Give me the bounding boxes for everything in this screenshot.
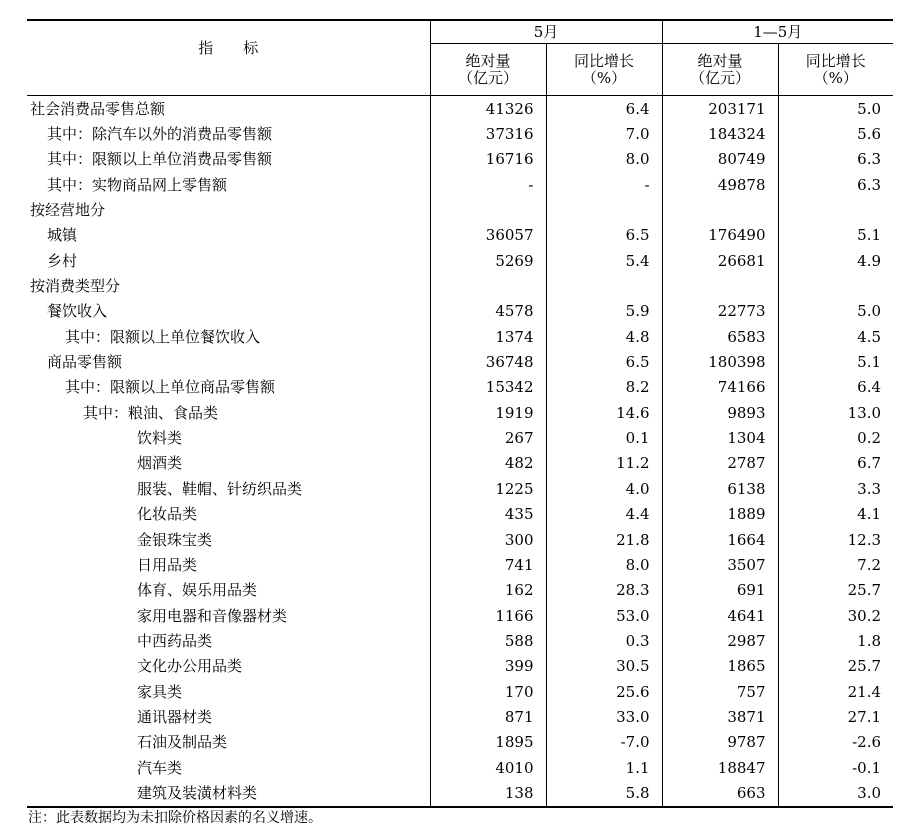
- jan-may-abs-cell: 3507: [662, 552, 778, 577]
- row-label: 中西药品类: [137, 631, 213, 650]
- jan-may-yoy-cell: 12.3: [778, 527, 893, 552]
- jan-may-abs-cell: 2787: [662, 451, 778, 476]
- may-abs-cell: 871: [430, 704, 546, 729]
- jan-may-abs-cell: 9893: [662, 400, 778, 425]
- jan-may-yoy-cell: 5.6: [778, 121, 893, 146]
- may-abs-cell: 741: [430, 552, 546, 577]
- table-row: [27, 654, 893, 679]
- jan-may-abs-cell: 80749: [662, 147, 778, 172]
- table-body: [27, 96, 893, 807]
- table-row: [27, 679, 893, 704]
- may-abs-cell: 37316: [430, 121, 546, 146]
- row-label: 按经营地分: [30, 201, 106, 220]
- jan-may-yoy-cell: 0.2: [778, 425, 893, 450]
- jan-may-yoy-cell: 6.4: [778, 375, 893, 400]
- table-row: [27, 248, 893, 273]
- table-row: [27, 476, 893, 501]
- may-yoy-cell: 14.6: [546, 400, 662, 425]
- may-yoy-cell: -7.0: [546, 730, 662, 755]
- may-yoy-cell: 8.2: [546, 375, 662, 400]
- row-label: 服装、鞋帽、针纺织品类: [137, 479, 303, 498]
- table-row: [27, 730, 893, 755]
- row-label: 按消费类型分: [30, 277, 121, 296]
- row-label: 城镇: [47, 226, 78, 245]
- jan-may-abs-cell: [662, 197, 778, 222]
- jan-may-abs-cell: 1304: [662, 425, 778, 450]
- row-label: 饮料类: [137, 429, 183, 448]
- may-abs-cell: [430, 273, 546, 298]
- may-abs-cell: 399: [430, 654, 546, 679]
- may-yoy-cell: 8.0: [546, 147, 662, 172]
- jan-may-abs-cell: 1664: [662, 527, 778, 552]
- table-row: [27, 755, 893, 780]
- row-label: 其中：限额以上单位消费品零售额: [47, 150, 273, 169]
- jan-may-abs-header: 绝对量 （亿元）: [662, 44, 778, 96]
- jan-may-yoy-cell: 5.1: [778, 349, 893, 374]
- row-label: 其中：限额以上单位商品零售额: [65, 378, 276, 397]
- may-yoy-cell: 0.3: [546, 628, 662, 653]
- may-yoy-cell: -: [546, 172, 662, 197]
- row-label: 化妆品类: [137, 505, 198, 524]
- may-yoy-cell: 4.8: [546, 324, 662, 349]
- may-abs-cell: 162: [430, 578, 546, 603]
- may-abs-cell: 1374: [430, 324, 546, 349]
- row-label: 汽车类: [137, 758, 183, 777]
- table-row: [27, 324, 893, 349]
- may-abs-cell: 4010: [430, 755, 546, 780]
- may-yoy-cell: 5.4: [546, 248, 662, 273]
- jan-may-abs-cell: [662, 273, 778, 298]
- jan-may-yoy-cell: 13.0: [778, 400, 893, 425]
- table-row: [27, 96, 893, 122]
- jan-may-yoy-cell: -0.1: [778, 755, 893, 780]
- jan-may-abs-cell: 176490: [662, 223, 778, 248]
- may-yoy-cell: 6.4: [546, 96, 662, 122]
- row-label: 通讯器材类: [137, 707, 213, 726]
- table-row: [27, 273, 893, 298]
- jan-may-abs-cell: 18847: [662, 755, 778, 780]
- jan-may-yoy-cell: -2.6: [778, 730, 893, 755]
- row-label: 其中：实物商品网上零售额: [47, 175, 228, 194]
- may-abs-cell: 170: [430, 679, 546, 704]
- row-label: 文化办公用品类: [137, 657, 243, 676]
- jan-may-yoy-cell: 30.2: [778, 603, 893, 628]
- may-abs-cell: 482: [430, 451, 546, 476]
- may-yoy-cell: 4.0: [546, 476, 662, 501]
- may-yoy-cell: 30.5: [546, 654, 662, 679]
- jan-may-yoy-cell: 5.0: [778, 96, 893, 122]
- jan-may-abs-cell: 6583: [662, 324, 778, 349]
- jan-may-abs-cell: 203171: [662, 96, 778, 122]
- jan-may-yoy-cell: 6.3: [778, 147, 893, 172]
- table-row: [27, 578, 893, 603]
- row-label: 其中：限额以上单位餐饮收入: [65, 327, 261, 346]
- table-row: [27, 780, 893, 806]
- jan-may-yoy-cell: 4.9: [778, 248, 893, 273]
- jan-may-yoy-cell: 3.3: [778, 476, 893, 501]
- may-yoy-cell: 8.0: [546, 552, 662, 577]
- jan-may-abs-cell: 6138: [662, 476, 778, 501]
- jan-may-yoy-cell: 5.1: [778, 223, 893, 248]
- may-abs-cell: 1166: [430, 603, 546, 628]
- table-row: [27, 400, 893, 425]
- jan-may-yoy-cell: [778, 273, 893, 298]
- jan-may-yoy-cell: 25.7: [778, 578, 893, 603]
- jan-may-yoy-cell: 25.7: [778, 654, 893, 679]
- jan-may-abs-cell: 2987: [662, 628, 778, 653]
- row-label: 餐饮收入: [47, 302, 108, 321]
- table-row: [27, 172, 893, 197]
- jan-may-yoy-cell: 3.0: [778, 780, 893, 806]
- table-row: [27, 299, 893, 324]
- may-abs-cell: 36057: [430, 223, 546, 248]
- may-yoy-header: 同比增长 （%）: [546, 44, 662, 96]
- may-abs-cell: 300: [430, 527, 546, 552]
- jan-may-abs-cell: 49878: [662, 172, 778, 197]
- jan-may-abs-cell: 22773: [662, 299, 778, 324]
- row-label: 日用品类: [137, 555, 198, 574]
- may-abs-cell: 36748: [430, 349, 546, 374]
- indicator-header: 指 标: [27, 20, 430, 96]
- row-label: 石油及制品类: [137, 733, 228, 752]
- may-abs-header: 绝对量 （亿元）: [430, 44, 546, 96]
- may-abs-cell: 41326: [430, 96, 546, 122]
- may-yoy-cell: 11.2: [546, 451, 662, 476]
- may-abs-cell: 588: [430, 628, 546, 653]
- may-yoy-cell: 6.5: [546, 349, 662, 374]
- may-yoy-cell: 53.0: [546, 603, 662, 628]
- jan-may-abs-cell: 691: [662, 578, 778, 603]
- jan-may-yoy-cell: 4.1: [778, 502, 893, 527]
- row-label: 建筑及装潢材料类: [27, 780, 430, 806]
- jan-may-group-header: 1—5月: [662, 20, 893, 44]
- jan-may-yoy-cell: 21.4: [778, 679, 893, 704]
- table-row: [27, 628, 893, 653]
- jan-may-yoy-cell: 4.5: [778, 324, 893, 349]
- may-yoy-cell: 33.0: [546, 704, 662, 729]
- row-label: 金银珠宝类: [137, 530, 213, 549]
- footnote: 注：此表数据均为未扣除价格因素的名义增速。: [28, 810, 322, 826]
- may-yoy-cell: 4.4: [546, 502, 662, 527]
- may-abs-cell: 435: [430, 502, 546, 527]
- table-row: [27, 147, 893, 172]
- jan-may-abs-cell: 9787: [662, 730, 778, 755]
- jan-may-yoy-cell: 7.2: [778, 552, 893, 577]
- jan-may-abs-cell: 663: [662, 780, 778, 806]
- jan-may-abs-cell: 1865: [662, 654, 778, 679]
- row-label: 家用电器和音像器材类: [137, 606, 288, 625]
- may-abs-cell: 1225: [430, 476, 546, 501]
- jan-may-abs-cell: 180398: [662, 349, 778, 374]
- row-label: 乡村: [47, 251, 78, 270]
- may-group-header: 5月: [430, 20, 662, 44]
- jan-may-yoy-cell: 1.8: [778, 628, 893, 653]
- jan-may-abs-cell: 184324: [662, 121, 778, 146]
- retail-sales-table: [27, 19, 893, 808]
- jan-may-yoy-cell: 6.7: [778, 451, 893, 476]
- may-yoy-cell: 7.0: [546, 121, 662, 146]
- may-abs-cell: 5269: [430, 248, 546, 273]
- may-abs-cell: 4578: [430, 299, 546, 324]
- table-row: [27, 552, 893, 577]
- table-row: [27, 375, 893, 400]
- table-row: [27, 425, 893, 450]
- jan-may-yoy-cell: [778, 197, 893, 222]
- jan-may-abs-cell: 757: [662, 679, 778, 704]
- row-label: 商品零售额: [47, 353, 123, 372]
- may-abs-cell: [430, 197, 546, 222]
- may-abs-cell: 16716: [430, 147, 546, 172]
- jan-may-yoy-cell: 27.1: [778, 704, 893, 729]
- may-yoy-cell: 5.9: [546, 299, 662, 324]
- may-abs-cell: 267: [430, 425, 546, 450]
- row-label: 其中：粮油、食品类: [83, 403, 219, 422]
- row-label: 烟酒类: [137, 454, 183, 473]
- may-yoy-cell: 25.6: [546, 679, 662, 704]
- may-yoy-cell: 28.3: [546, 578, 662, 603]
- may-abs-cell: 1895: [430, 730, 546, 755]
- table-row: [27, 704, 893, 729]
- may-yoy-cell: 5.8: [546, 780, 662, 806]
- may-abs-cell: -: [430, 172, 546, 197]
- table-row: [27, 527, 893, 552]
- may-yoy-cell: 1.1: [546, 755, 662, 780]
- may-yoy-cell: [546, 197, 662, 222]
- table-row: [27, 197, 893, 222]
- row-label: 家具类: [137, 682, 183, 701]
- table-row: [27, 451, 893, 476]
- table-row: [27, 502, 893, 527]
- jan-may-yoy-cell: 5.0: [778, 299, 893, 324]
- jan-may-abs-cell: 74166: [662, 375, 778, 400]
- table-row: [27, 349, 893, 374]
- may-abs-cell: 15342: [430, 375, 546, 400]
- jan-may-abs-cell: 1889: [662, 502, 778, 527]
- may-yoy-cell: 0.1: [546, 425, 662, 450]
- jan-may-abs-cell: 4641: [662, 603, 778, 628]
- row-label: 其中：除汽车以外的消费品零售额: [47, 125, 273, 144]
- table-header: [27, 20, 893, 96]
- jan-may-abs-cell: 26681: [662, 248, 778, 273]
- jan-may-abs-cell: 3871: [662, 704, 778, 729]
- table-row: [27, 603, 893, 628]
- row-label: 体育、娱乐用品类: [137, 581, 258, 600]
- may-yoy-cell: 6.5: [546, 223, 662, 248]
- may-yoy-cell: [546, 273, 662, 298]
- may-yoy-cell: 21.8: [546, 527, 662, 552]
- jan-may-yoy-header: 同比增长 （%）: [778, 44, 893, 96]
- may-abs-cell: 138: [430, 780, 546, 806]
- may-abs-cell: 1919: [430, 400, 546, 425]
- row-label: 社会消费品零售总额: [30, 99, 166, 118]
- table-row: [27, 121, 893, 146]
- jan-may-yoy-cell: 6.3: [778, 172, 893, 197]
- table-row: [27, 223, 893, 248]
